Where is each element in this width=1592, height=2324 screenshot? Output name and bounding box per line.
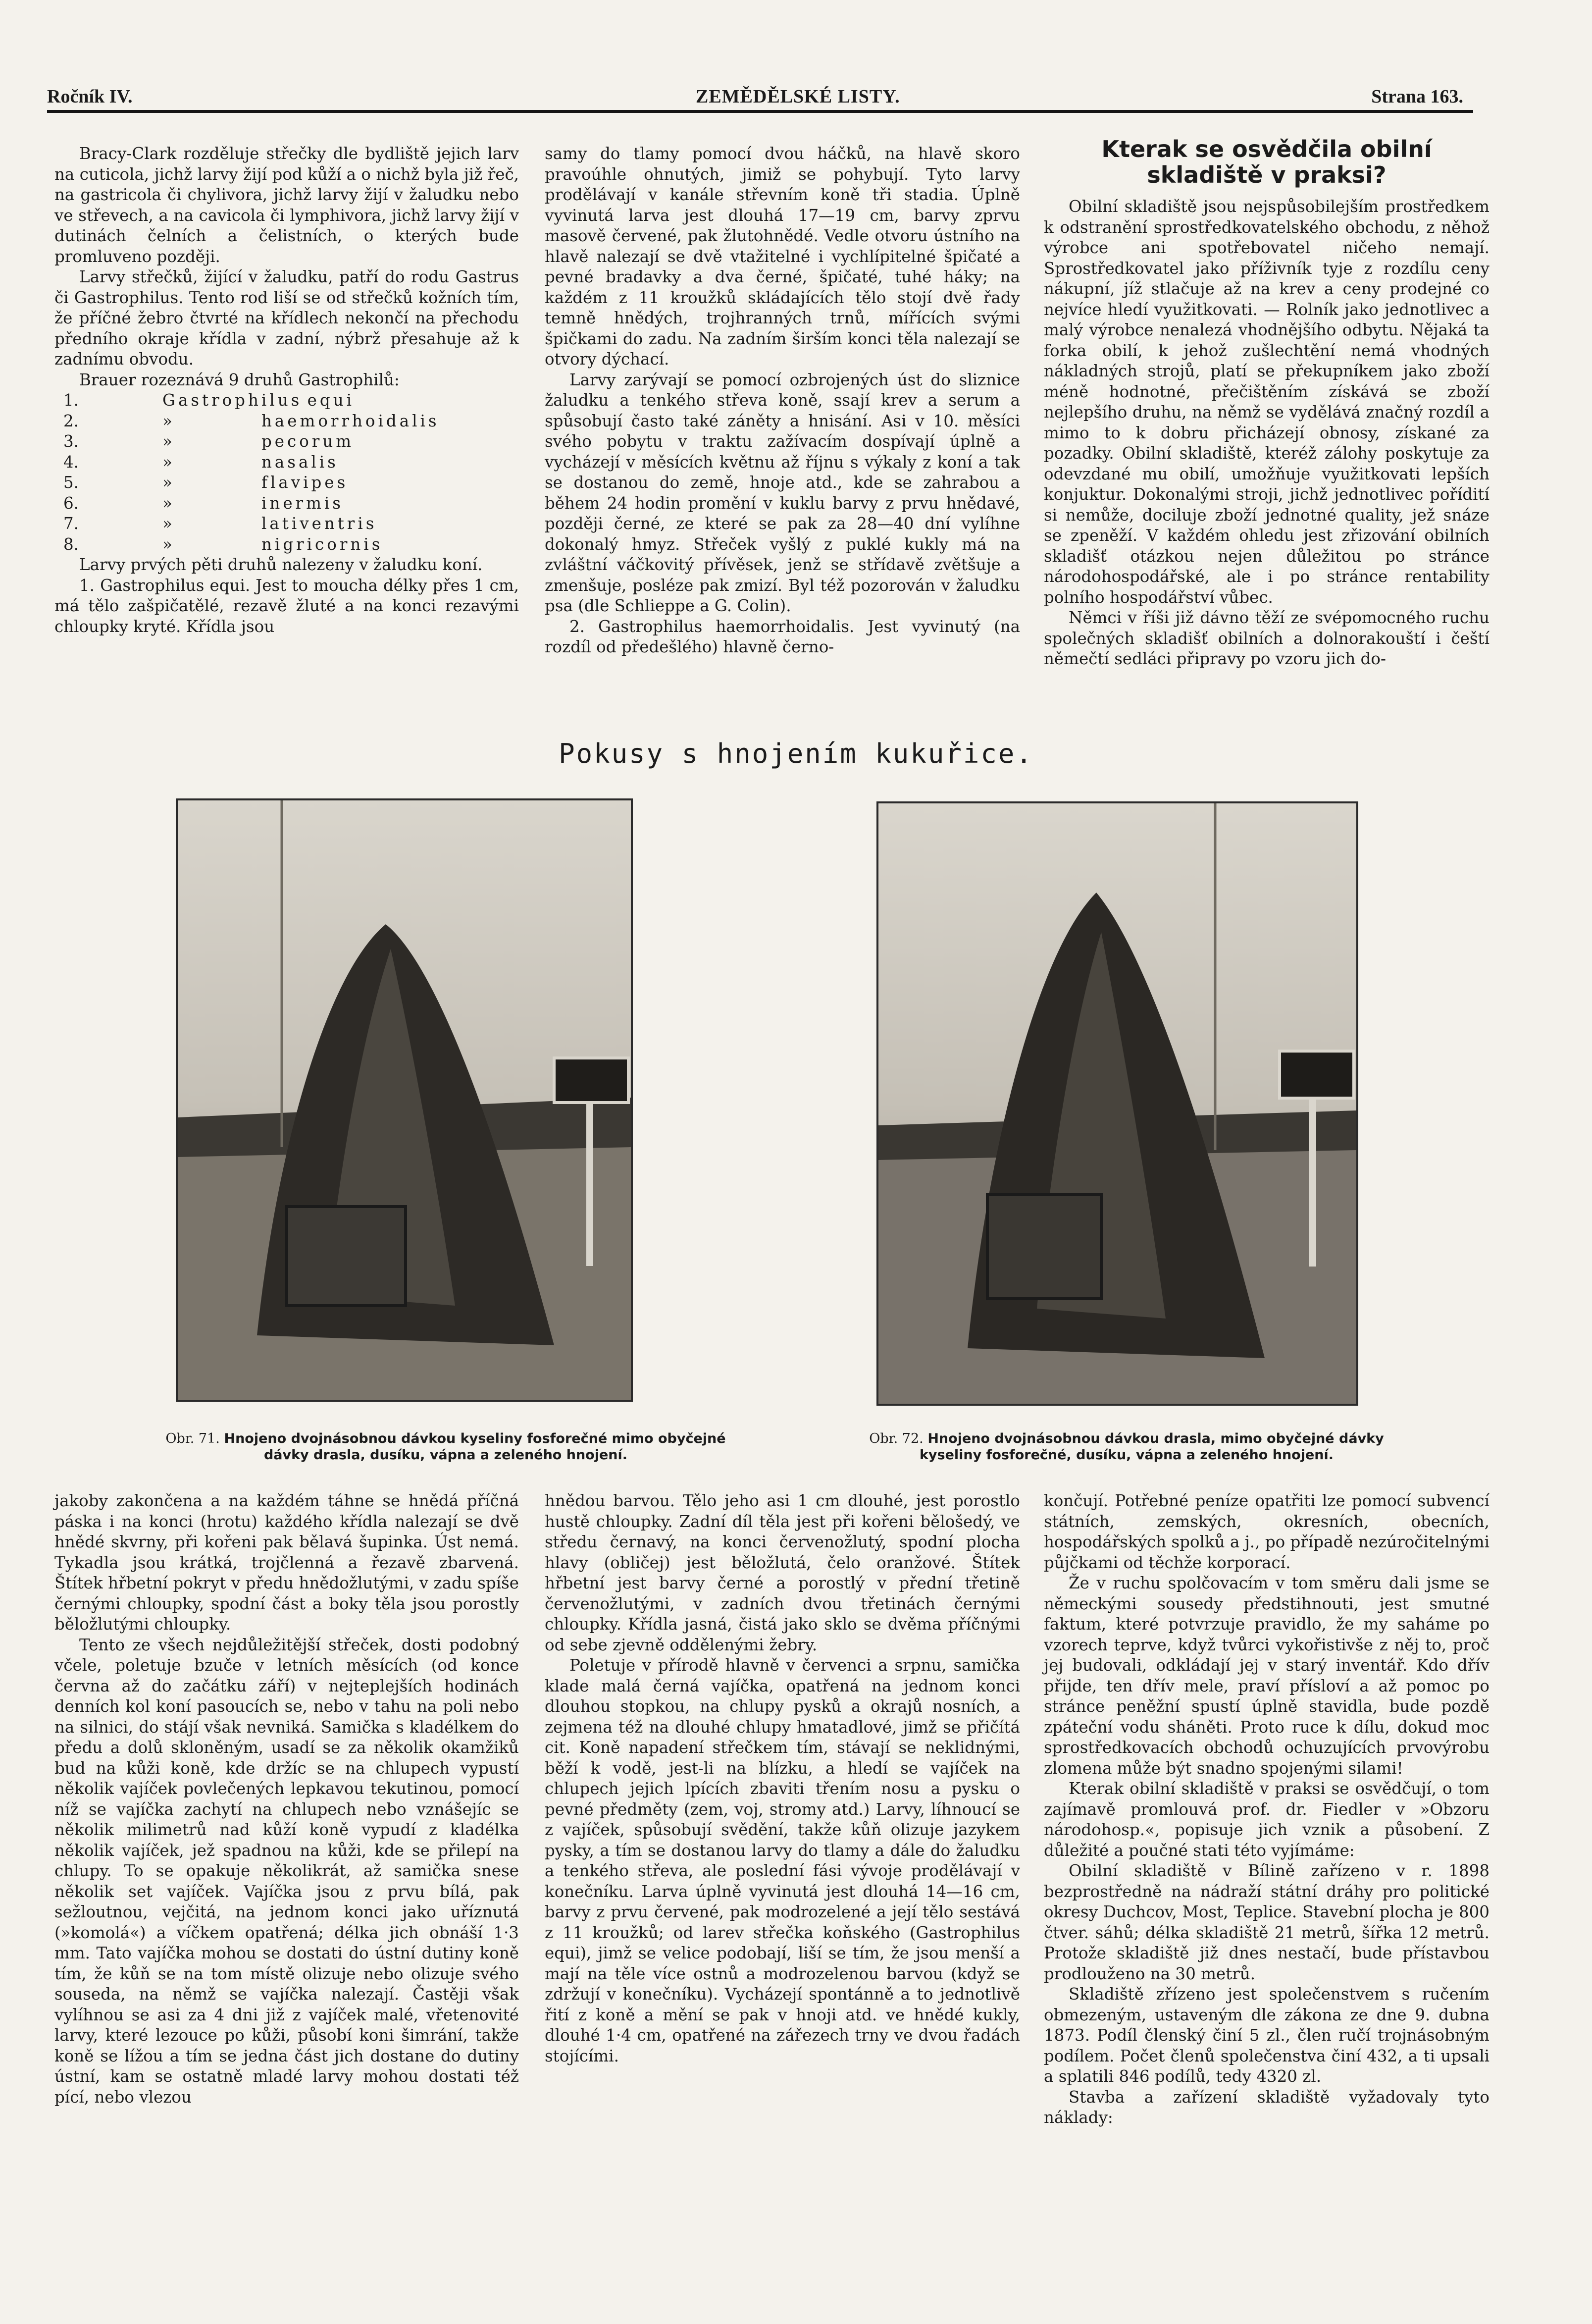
article-title: Kterak se osvědčila obilní skladiště v praksi? [1101, 136, 1432, 188]
photo-corn-stack-71 [176, 798, 633, 1402]
header-rule [47, 110, 1473, 113]
figure-text: Hnojeno dvojnásobnou dávkou kyseliny fosforečné mimo obyčejné dávky drasla, dusíku, vápna a zeleného hnojení. [224, 1431, 726, 1463]
paragraph: samy do tlamy pomocí dvou háčků, na hlavě skoro pravoúhle ohnutých, jimiž se pohybují. Tyto larvy prodělávají v kanále střevním koně tři stadia. Úplně vyvinutá larva jest dlouhá 17—19 cm, barvy zprvu masově červené, pak žlutohnědé. Vedle otvoru ústního na hlavě nalezají se dvě vtažitelné i vychlípitelné špičaté a pevné bradavky a dva černé, špičaté, tuhé háky; na každém z 11 kroužků skládajících tělo stojí dvě řady temně hnědých, trojhranných trnů, mířících svými špičkami do zadu. Na zadním širším konci těla nalezají se otvory dýchací. [545, 144, 1020, 369]
figure-banner-title: Pokusy s hnojením kukuřice. [559, 738, 1033, 769]
paragraph: Kterak obilní skladiště v praksi se osvědčují, o tom zajímavě promlouvá prof. dr. Fiedler v »Obzoru národohosp.«, popisuje jich vznik a působení. Z důležité a poučné stati této vyjímáme: [1044, 1779, 1489, 1860]
figure-label: Obr. 71. [165, 1431, 220, 1446]
list-item: 5. » flavipes [63, 473, 349, 492]
paragraph: Němci v říši již dávno těží ze svépomocného ruchu společných skladišť obilních a dolnorakouští i čeští němečtí sedláci připravy po vzoru jich do- [1044, 608, 1489, 668]
column-3-bottom [1044, 1491, 1489, 2128]
figure-caption-71 [158, 1430, 733, 1463]
paragraph: Obilní skladiště v Bílině zařízeno v r. 1898 bezprostředně na nádraží státní dráhy pro politické okresy Duchcov, Most, Teplice. Stavební plocha je 800 čtver. sáhů; délka skladiště 21 metrů, šířka 12 metrů. Protože skladiště již dnes nestačí, bude přístavbou prodlouženo na 30 metrů. [1044, 1861, 1489, 1983]
paragraph: Stavba a zařízení skladiště vyžadovaly tyto náklady: [1044, 2087, 1489, 2127]
paragraph: Brauer rozeznává 9 druhů Gastrophilů: [79, 370, 400, 389]
list-item: 7. » lativentris [63, 514, 377, 533]
volume-number: Ročník IV. [47, 86, 133, 107]
paragraph: Tento ze všech nejdůležitější střeček, dosti podobný včele, poletuje bzuče v letních měsících (od konce června až do začátku září) v nejteplejších hodinách denních kol koní pasoucích se, nebo v tahu na poli nebo na silnici, do stájí však nevniká. Samička s kladélkem do předu a dolů skloněným, usadí se za několik okamžiků bud na kůži koně, kde držíc se na chlupech vypustí několik vajíček povlečených lepkavou tekutinou, pomocí níž se vajíčka zachytí na chlupech nebo vznášejíc se několik milimetrů nad kůží koně vypudí z kladélka několik vajíček, jež spadnou na kůži, kde se přilepí na chlupy. To se opakuje několikrát, až samička snese několik set vajíček. Vajíčka jsou z prvu bílá, pak sežloutnou, vejčitá, na jednom konci jako uříznutá (»komolá«) a víčkem opatřená; délka jich obnáší 1·3 mm. Tato vajíčka mohou se dostati do ústní dutiny koně tím, že kůň se na tom místě olizuje nebo olizuje svého souseda, na němž se vajíčka nalezají. Častěji však vylíhnou se asi za 4 dni již z vajíček malé, vřetenovité larvy, které lezouce po kůži, působí koni šimrání, takže koně se lížou a tím se jedna část jich dostane do dutiny ústní, kam se ostatně mladé larvy mohou dostati též pící, nebo vlezou [54, 1635, 519, 2107]
species-list [54, 390, 519, 555]
paragraph: Skladiště zřízeno jest společenstvem s ručením obmezeným, ustaveným dle zákona ze dne 9. dubna 1873. Podíl členský činí 5 zl., člen ručí trojnásobným podílem. Počet členů společenstva činí 432, a ti upsali a splatili 846 podílů, tedy 4320 zl. [1044, 1985, 1489, 2086]
column-2-bottom [545, 1491, 1020, 2066]
list-item: 6. » inermis [63, 493, 344, 513]
page-number: Strana 163. [1371, 86, 1463, 107]
paragraph: hnědou barvou. Tělo jeho asi 1 cm dlouhé, jest porostlo hustě chloupky. Zadní díl těla jest při kořeni bělošedý, ve středu černavý, na konci červenožlutý, spodní plocha hlavy (obličej) jest běložlutá, čelo oranžové. Štítek hřbetní jest barvy černé a porostlý v přední třetině červenožlutými, v zadních dvou třetinách černými chloupky. Křídla jasná, čistá jako sklo se dvěma příčnými od sebe zjevně oddělenými žebry. [545, 1491, 1020, 1654]
list-item: 1. Gastrophilus equi [63, 391, 355, 410]
list-item: 3. » pecorum [63, 432, 355, 451]
paragraph: Larvy střečků, žijící v žaludku, patří do rodu Gastrus či Gastrophilus. Tento rod liší se od střečků kožních tím, že příčné žebro čtvrté na křídlech nekončí na přechodu předního okraje křídla v zadní, nýbrž přesahuje až k zadnímu obvodu. [54, 267, 519, 369]
figure-label: Obr. 72. [869, 1431, 924, 1446]
column-3-top [1044, 136, 1489, 670]
figure-caption-72 [859, 1430, 1394, 1463]
paragraph: Obilní skladiště jsou nejspůsobilejším prostředkem k odstranění sprostředkovatelského obchodu, z něhož výrobce ani spotřebovatel ničeho nemají. Sprostředkovatel jako příživník tyje z rozdílu ceny nákupní, jíž stlačuje až na krev a ceny prodejné co nejvíce hledí využitkovati. — Rolník jako jednotlivec a malý výrobce nenalezá vhodnějšího odbytu. Nějaká ta forka obilí, k jehož zušlechtění nemá vhodných nákladných strojů, platí se překupníkem jako zboží méně hodnotné, přečištěním získává se zboží nejlepšího druhu, na němž se vydělává značný rozdíl a mimo to k dobru přicházejí obnosy, získané za pozadky. Obilní skladiště, kteréž zálohy poskytuje za odevzdané mu obilí, umožňuje využitkovati lepších konjuktur. Dokonalými stroji, jichž jednotlivec pořídití si nemůže, dociluje zboží jednotné quality, jež snáze se zpeněží. V každém ohledu jest zřizování obilních skladišť otázkou nejen důležitou po stránce národohospodářské, ale i po stránce rentability polního hospodářství vůbec. [1044, 197, 1489, 607]
paragraph: 1. Gastrophilus equi. Jest to moucha délky přes 1 cm, má tělo zašpičatělé, rezavě žluté a na konci rezavými chloupky kryté. Křídla jsou [54, 576, 519, 636]
paragraph: Že v ruchu spolčovacím v tom směru dali jsme se německými sousedy předstihnouti, jest smutné faktum, které potvrzuje pravidlo, že my saháme po vzorech teprve, když tvůrci vykořistivše z něj to, proč jej budovali, odkládají jej v starý inventář. Kdo dřív přijde, ten dřív mele, praví přísloví a až pomoc po stránce peněžní spustí úplně stavidla, bude pozdě zpáteční vodu sháněti. Proto ruce k dílu, dokud moc sprostředkovacích obchodů ochuzujících prvovýrobu zlomena může být snadno spojenými silami! [1044, 1574, 1489, 1778]
column-1-bottom [54, 1491, 519, 2108]
paragraph: 2. Gastrophilus haemorrhoidalis. Jest vyvinutý (na rozdíl od předešlého) hlavně černo- [545, 617, 1020, 656]
paragraph: Larvy zarývají se pomocí ozbrojených úst do sliznice žaludku a tenkého střeva koně, ssají krev a serum a spůsobují často také záněty a hnisání. Asi v 10. měsíci svého pobytu v traktu zažívacím dospívají úplně a vycházejí v měsících květnu až říjnu s výkaly z koní a tak se dostanou do země, hnoje atd., kde se zahrabou a během 24 hodin promění v kuklu barvy z prvu hnědavé, později černé, ze které se pak za 28—40 dní vylíhne dokonalý hmyz. Střeček vyšlý z puklé kukly má na zvláštní váčkovitý přívěsek, jenž se střídavě zvětšuje a zmenšuje, posléze pak zmizí. Byl též pozorován v žaludku psa (dle Schlieppe a G. Colin). [545, 370, 1020, 615]
paragraph: Bracy-Clark rozděluje střečky dle bydliště jejich larv na cuticola, jichž larvy žijí pod kůží a o nichž byla již řeč, na gastricola či chylivora, jichž larvy žijí v žaludku nebo ve střevech, a na cavicola či lymphivora, jichž larvy žijí v dutinách čelních a čelistních, o kterých bude promluveno později. [54, 144, 519, 266]
list-item: 4. » nasalis [63, 452, 339, 472]
figure-text: Hnojeno dvojnásobnou dávkou drasla, mimo obyčejné dávky kyseliny fosforečné, dusíku, vápna a zeleného hnojení. [919, 1431, 1384, 1463]
paragraph: Larvy prvých pěti druhů nalezeny v žaludku koní. [79, 555, 483, 574]
list-item: 2. » haemorrhoidalis [63, 411, 440, 430]
paragraph: končují. Potřebné peníze opatřiti lze pomocí subvencí státních, zemských, okresních, obecních, hospodářských spolků a j., po případě nezúročitelnými půjčkami od těchže korporací. [1044, 1491, 1489, 1572]
paragraph: jakoby zakončena a na každém táhne se hnědá příčná páska i na konci (hrotu) každého křídla nalezají se dvě hnědé skvrny, při kořeni pak bělavá šupinka. Úst nemá. Tykadla jsou krátká, trojčlenná a řezavě zbarvená. Štítek hřbetní pokryt v předu hnědožlutými, v zadu spíše černými chloupky, spodní část a boky těla jsou porostly běložlutými chloupky. [54, 1491, 519, 1634]
photo-corn-stack-72 [876, 801, 1358, 1406]
column-1-top [54, 144, 519, 637]
column-2-top [545, 144, 1020, 658]
journal-title: ZEMĚDĚLSKÉ LISTY. [696, 86, 900, 107]
list-item: 8. » nigricornis [63, 534, 383, 554]
paragraph: Poletuje v přírodě hlavně v červenci a srpnu, samička klade malá černá vajíčka, opatřená na jednom konci dlouhou stopkou, na chlupy pysků a okrajů nosních, a zejmena též na dlouhé chlupy hmatadlové, jimž se přičítá cit. Koně napadení střečkem tím, stávají se neklidnými, běží k vodě, jest-li na blízku, a hledí se vajíček na chlupech jejich lpících zbaviti třením nosu a pysku o pevné předměty (zem, voj, stromy atd.) Larvy, líhnoucí se z vajíček, spůsobují svědění, takže kůň olizuje jazykem pysky, a tím se dostanou larvy do tlamy a dále do žaludku a tenkého střeva, ale poslední fási vývoje prodělávají v konečníku. Larva úplně vyvinutá jest dlouhá 14—16 cm, barvy z prvu červené, pak modrozelené a její tělo sestává z 11 kroužků; od larev střečka koňského (Gastrophilus equi), jimž se velice podobají, liší se tím, že jsou menší a mají na těle více ostnů a modrozelenou barvou (když se zdržují v konečníku). Vycházejí spontánně a to jednotlivě řití z koně a mění se pak v hnoji atd. ve hnědé kukly, dlouhé 1·4 cm, opatřené na zářezech trny ve dvou řadách stojícími. [545, 1656, 1020, 2065]
